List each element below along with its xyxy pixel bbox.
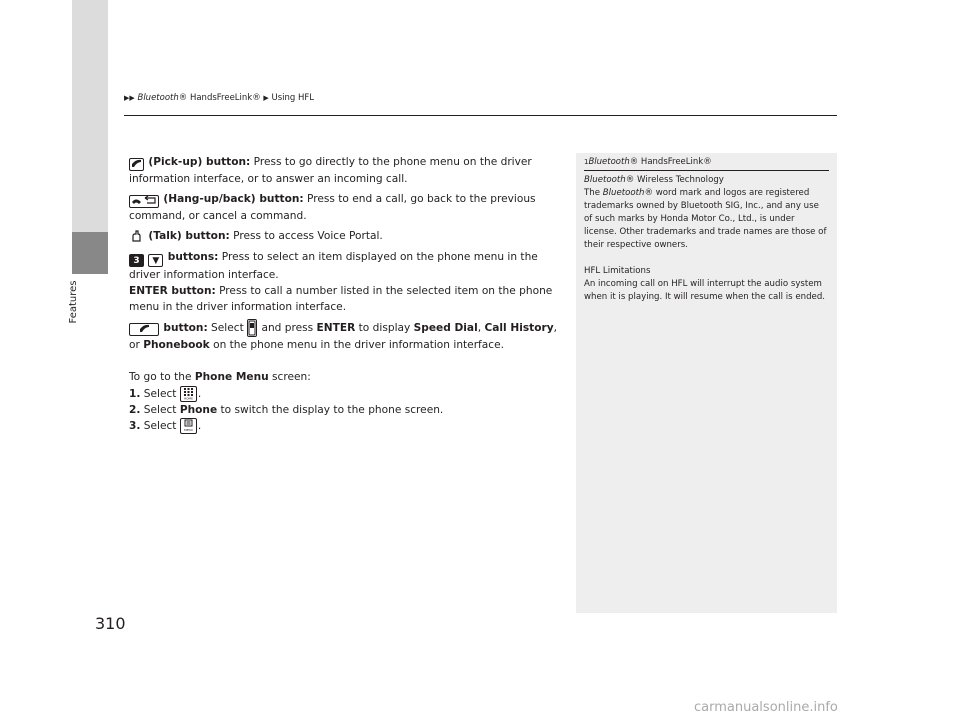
- pickup-paragraph: [129, 154, 562, 187]
- note-body: [584, 174, 829, 304]
- step-1: [129, 386, 562, 402]
- home-icon: [180, 386, 197, 402]
- breadcrumb-arrow-icon: ▶: [263, 94, 269, 102]
- breadcrumb-part2: HandsFreeLink®: [187, 93, 261, 103]
- note-limits-title: HFL Limitations: [584, 266, 651, 276]
- phone-or: , or: [129, 322, 557, 352]
- updown-label: buttons:: [167, 250, 219, 263]
- phone-label: button:: [163, 322, 208, 335]
- goto-text-2: screen:: [268, 371, 311, 384]
- updown-paragraph: [129, 249, 562, 283]
- phone-speed-dial: Speed Dial: [413, 322, 478, 335]
- side-note: [576, 153, 837, 613]
- phone-text-1: Select: [207, 322, 248, 335]
- hangup-text: Press to end a call, go back to the previous command, or cancel a command.: [129, 193, 536, 223]
- step-3-period: .: [197, 420, 202, 433]
- breadcrumb-arrow-icon: ▶▶: [124, 94, 135, 102]
- enter-text: Press to call a number listed in the selected item on the phone menu in the driver information interface.: [129, 284, 553, 314]
- note-the: The: [584, 188, 603, 198]
- breadcrumb-part3: Using HFL: [271, 93, 315, 103]
- phone-enter: ENTER: [316, 322, 356, 335]
- note-tech-rest: ® Wireless Technology: [625, 175, 724, 185]
- phone-paragraph: [129, 319, 562, 353]
- svg-text:MENU: MENU: [183, 428, 193, 433]
- step-3-text: Select: [140, 420, 180, 433]
- page-number: 310: [95, 614, 126, 633]
- goto-text-1: To go to the: [129, 371, 195, 384]
- note-mark-italic: Bluetooth: [602, 188, 645, 198]
- hangup-paragraph: [129, 191, 562, 224]
- menu-icon: [180, 418, 197, 434]
- note-tech-italic: Bluetooth: [584, 175, 626, 185]
- note-trademark: [584, 187, 829, 252]
- talk-text: Press to access Voice Portal.: [229, 230, 383, 243]
- goto-phone-menu: Phone Menu: [194, 371, 269, 384]
- phone-text-4: on the phone menu in the driver information interface.: [209, 339, 504, 352]
- breadcrumb-mark: ®: [178, 93, 188, 103]
- note-marker-icon: 1: [584, 158, 589, 166]
- step-1-period: .: [197, 387, 202, 400]
- breadcrumb: [124, 93, 314, 103]
- updown-text: Press to select an item displayed on the phone menu in the driver information interface.: [129, 250, 538, 281]
- phone-text-2: and press: [258, 322, 317, 335]
- hangup-back-icon: [129, 195, 159, 208]
- talk-icon: [129, 230, 144, 243]
- pickup-text: Press to go directly to the phone menu on the driver information interface, or to answer an incoming call.: [129, 156, 532, 185]
- phone-device-icon: [247, 319, 257, 337]
- breadcrumb-part1: Bluetooth: [137, 93, 179, 103]
- svg-text:HOME: HOME: [183, 396, 193, 400]
- watermark: carmanualsonline.info: [694, 700, 838, 715]
- step-3-number: 3.: [129, 420, 141, 433]
- header-rule: [124, 115, 837, 116]
- phone-button-icon: [129, 323, 159, 336]
- note-limits-text: An incoming call on HFL will interrupt the audio system when it is playing. It will resume when the call is ended.: [584, 279, 826, 302]
- pickup-phone-icon: [129, 158, 144, 171]
- step-2-text-a: Select: [140, 403, 180, 416]
- step-3: [129, 418, 562, 434]
- phone-comma: ,: [477, 322, 485, 335]
- goto-paragraph: [129, 369, 562, 385]
- phone-phonebook: Phonebook: [143, 339, 210, 352]
- step-1-text: Select: [140, 387, 180, 400]
- note-title-rest: ® HandsFreeLink®: [629, 157, 712, 167]
- note-title-italic: Bluetooth: [588, 157, 630, 167]
- sidebar-band: [72, 0, 108, 232]
- up-button-icon: 3: [129, 254, 144, 267]
- pickup-label: (Pick-up) button:: [148, 156, 251, 168]
- talk-label: (Talk) button:: [148, 230, 230, 243]
- sidebar-label: Features: [68, 280, 79, 324]
- hangup-label: (Hang-up/back) button:: [163, 193, 304, 206]
- note-tech: [584, 174, 829, 187]
- phone-text-3: to display: [355, 322, 414, 335]
- main-content: [129, 154, 562, 434]
- note-rule: [584, 170, 829, 171]
- step-2-number: 2.: [129, 403, 141, 416]
- enter-paragraph: [129, 283, 562, 315]
- step-2-text-b: to switch the display to the phone screen.: [217, 403, 444, 416]
- enter-label: ENTER button:: [129, 284, 216, 297]
- talk-paragraph: [129, 228, 562, 244]
- note-title: [584, 157, 712, 167]
- phone-call-history: Call History: [484, 322, 554, 335]
- step-2-phone: Phone: [179, 403, 218, 416]
- note-mark-rest: ® word mark and logos are registered trademarks owned by Bluetooth SIG, Inc., and any use of such marks by Honda Motor Co., Ltd., is under license. Other trademarks and trade names are those of their respective owners.: [584, 188, 827, 250]
- step-2: [129, 402, 562, 418]
- step-1-number: 1.: [129, 387, 141, 400]
- down-button-icon: ▼: [148, 254, 163, 267]
